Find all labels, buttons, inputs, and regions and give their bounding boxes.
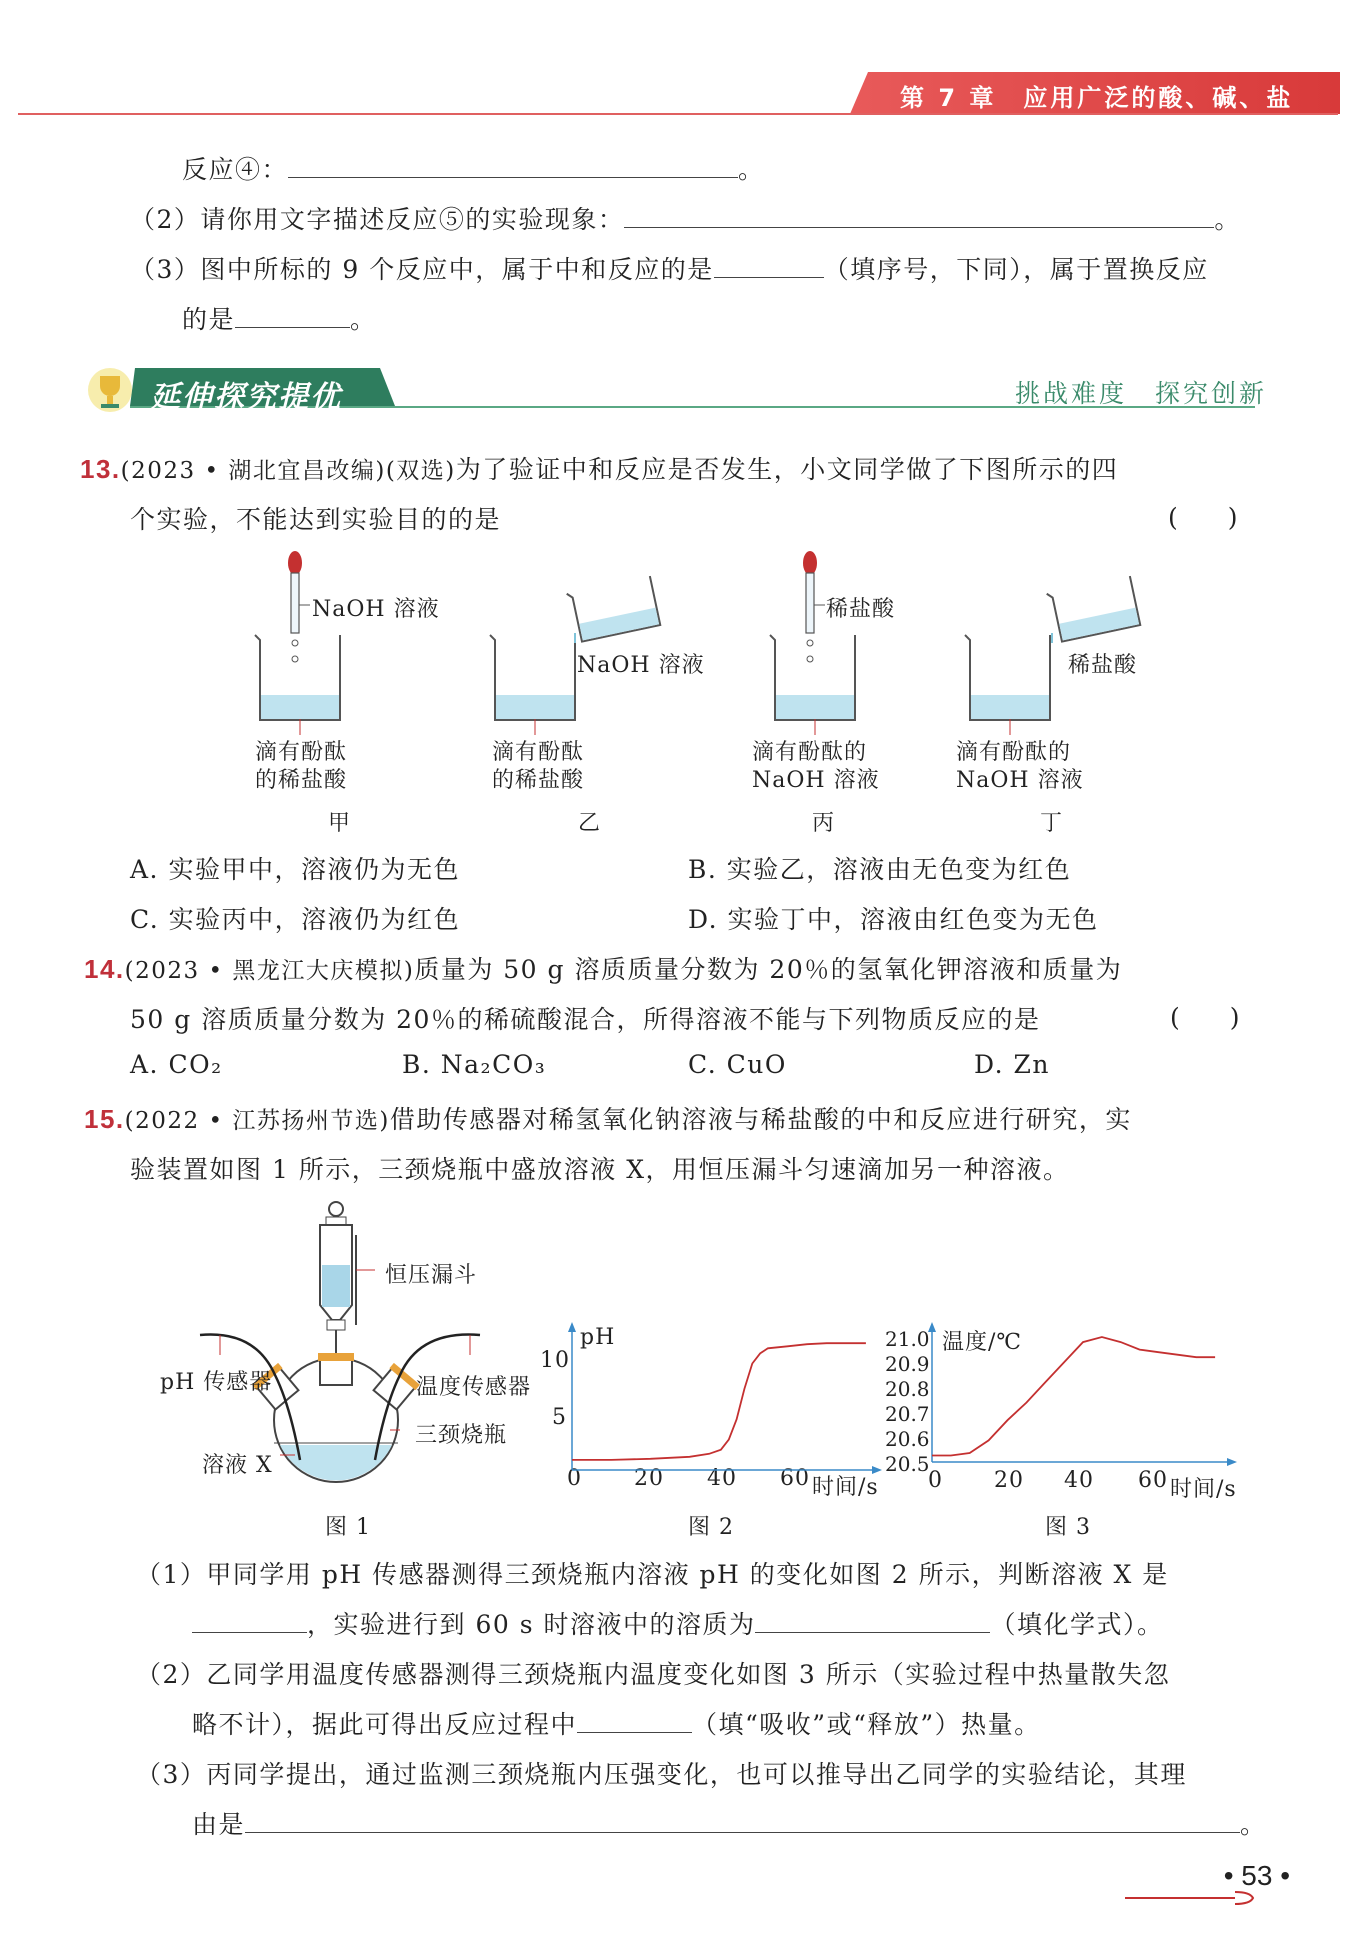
fig-ding-bottom2: NaOH 溶液 xyxy=(956,768,1084,793)
fig3-ytick-20.9: 20.9 xyxy=(885,1352,930,1376)
answer-blank[interactable] xyxy=(577,1710,692,1733)
answer-blank[interactable] xyxy=(755,1610,990,1633)
question-text: 借助传感器对稀氢氧化钠溶液与稀盐酸的中和反应进行研究，实 xyxy=(389,1105,1132,1134)
fig-ding-reagent: 稀盐酸 xyxy=(1068,653,1138,678)
fig3-xunit: 时间/s xyxy=(1170,1477,1237,1502)
fig2-ytick-10: 10 xyxy=(540,1348,570,1373)
fig3-xtick-0: 0 xyxy=(928,1468,943,1493)
question-text: ，实验进行到 60 s 时溶液中的溶质为 xyxy=(307,1610,756,1639)
ph-series-line xyxy=(572,1343,866,1460)
answer-paren[interactable]: ( ) xyxy=(1170,1003,1240,1032)
temp-sensor-label: 温度传感器 xyxy=(416,1375,532,1400)
fig-ding-bottom1: 滴有酚酞的 xyxy=(956,740,1072,765)
fig3-xtick-60: 60 xyxy=(1138,1468,1168,1493)
q15-sub1-line2 xyxy=(192,1605,1164,1641)
reaction-4-label: 反应④： xyxy=(182,155,289,184)
fig2-xtick-60: 60 xyxy=(780,1466,810,1491)
question-text: 略不计），据此可得出反应过程中 xyxy=(192,1710,578,1739)
reaction-4-line xyxy=(182,150,765,186)
fig3-ytick-20.7: 20.7 xyxy=(885,1402,930,1426)
section-subtitle: 挑战难度 探究创新 xyxy=(1015,379,1268,408)
liquid xyxy=(971,695,1049,719)
question-source: (2022 • 江苏扬州节选) xyxy=(124,1108,390,1134)
fig3-xtick-40: 40 xyxy=(1064,1468,1094,1493)
q15-sub3-line2 xyxy=(192,1805,1267,1841)
q14-option-b[interactable]: B. Na₂CO₃ xyxy=(402,1050,547,1079)
fig-bing-reagent: 稀盐酸 xyxy=(826,597,896,622)
fig-jia-bottom2: 的稀盐酸 xyxy=(255,768,348,793)
question-text: （2）请你用文字描述反应⑤的实验现象： xyxy=(130,205,625,234)
fig-yi-bottom2: 的稀盐酸 xyxy=(492,768,585,793)
answer-blank[interactable] xyxy=(245,1810,1240,1833)
period: 。 xyxy=(350,305,377,334)
answer-blank[interactable] xyxy=(288,155,738,178)
question-text: 由是 xyxy=(192,1810,246,1839)
fig3-ylabel: 温度/℃ xyxy=(942,1330,1023,1355)
page-number-underline xyxy=(1125,1888,1265,1908)
q13-line1 xyxy=(80,450,1118,486)
q14-line2: 50 g 溶质质量分数为 20％的稀硫酸混合，所得溶液不能与下列物质反应的是 xyxy=(130,1005,1041,1034)
section-title: 延伸探究提优 xyxy=(150,380,342,415)
question-number: 15. xyxy=(84,1104,125,1134)
q14-option-d[interactable]: D. Zn xyxy=(974,1050,1051,1079)
fig3-ytick-20.6: 20.6 xyxy=(885,1427,930,1451)
period: 。 xyxy=(738,155,765,184)
dropper-bulb xyxy=(288,551,302,575)
q13-option-c[interactable]: C. 实验丙中，溶液仍为红色 xyxy=(130,905,461,934)
question-text: 的是 xyxy=(182,305,236,334)
q14-line1 xyxy=(84,950,1122,986)
answer-blank[interactable] xyxy=(192,1610,307,1633)
question-text: 质量为 50 g 溶质质量分数为 20％的氢氧化钾溶液和质量为 xyxy=(414,955,1123,984)
fig2-xunit: 时间/s xyxy=(812,1475,879,1500)
q14-option-c[interactable]: C. CuO xyxy=(688,1050,787,1079)
flask-label: 三颈烧瓶 xyxy=(415,1423,508,1448)
fig2-chart xyxy=(560,1320,890,1480)
fig1-caption: 图 1 xyxy=(325,1515,371,1540)
q15-sub3-line1: （3）丙同学提出，通过监测三颈烧瓶内压强变化，也可以推导出乙同学的实验结论，其理 xyxy=(136,1760,1187,1789)
q15-sub2-line1: （2）乙同学用温度传感器测得三颈烧瓶内温度变化如图 3 所示（实验过程中热量散失忽 xyxy=(136,1660,1171,1689)
dropper-tube xyxy=(806,573,814,633)
period: 。 xyxy=(1240,1810,1267,1839)
fig2-ytick-5: 5 xyxy=(552,1405,567,1430)
q15-sub1-line1: （1）甲同学用 pH 传感器测得三颈烧瓶内溶液 pH 的变化如图 2 所示，判断溶液 X 是 xyxy=(136,1560,1169,1589)
question-number: 14. xyxy=(84,954,125,984)
question-text: （3）图中所标的 9 个反应中，属于中和反应的是 xyxy=(130,255,714,284)
question-text: （填序号，下同），属于置换反应 xyxy=(823,255,1209,284)
liquid xyxy=(776,695,854,719)
q13-option-d[interactable]: D. 实验丁中，溶液由红色变为无色 xyxy=(688,905,1099,934)
fig2-ylabel: pH xyxy=(580,1325,616,1350)
fig3-ytick-21.0: 21.0 xyxy=(885,1327,930,1351)
header-rule xyxy=(18,113,1338,115)
question-text: （填化学式）。 xyxy=(990,1610,1164,1639)
fig-bing-label: 丙 xyxy=(812,811,836,836)
funnel-label: 恒压漏斗 xyxy=(385,1263,478,1288)
solution-label: 溶液 X xyxy=(202,1453,273,1478)
question-12-3 xyxy=(130,250,1209,286)
figure-bing xyxy=(770,551,855,735)
question-source: (2023 • 黑龙江大庆模拟) xyxy=(124,958,415,984)
fig3-caption: 图 3 xyxy=(1045,1515,1091,1540)
fig2-caption: 图 2 xyxy=(688,1515,734,1540)
fig-bing-bottom2: NaOH 溶液 xyxy=(752,768,880,793)
trophy-icon xyxy=(100,376,120,396)
fig2-xtick-40: 40 xyxy=(707,1466,737,1491)
question-text: （填“吸收”或“释放”）热量。 xyxy=(692,1710,1041,1739)
liquid xyxy=(496,695,574,719)
question-12-2 xyxy=(130,200,1241,236)
page-number: • 53 • xyxy=(1223,1860,1290,1891)
question-12-3-cont xyxy=(182,300,377,336)
q15-line2: 验装置如图 1 所示，三颈烧瓶中盛放溶液 X，用恒压漏斗匀速滴加另一种溶液。 xyxy=(130,1155,1070,1184)
dropper-bulb xyxy=(803,551,817,575)
fig-jia-label: 甲 xyxy=(328,811,352,836)
ph-sensor-label: pH 传感器 xyxy=(160,1370,273,1395)
period: 。 xyxy=(1214,205,1241,234)
funnel-stopper xyxy=(329,1202,343,1216)
fig-jia-reagent: NaOH 溶液 xyxy=(312,597,440,622)
temperature-series-line xyxy=(932,1337,1215,1456)
fig2-xtick-20: 20 xyxy=(634,1466,664,1491)
q14-option-a[interactable]: A. CO₂ xyxy=(130,1050,223,1079)
question-source: (2023 • 湖北宜昌改编)(双选) xyxy=(120,458,456,484)
fig-yi-reagent: NaOH 溶液 xyxy=(577,653,705,678)
answer-paren[interactable]: ( ) xyxy=(1168,503,1238,532)
answer-blank[interactable] xyxy=(624,205,1214,228)
q15-line1 xyxy=(84,1100,1132,1136)
q15-sub2-line2 xyxy=(192,1705,1041,1741)
question-number: 13. xyxy=(80,454,121,484)
fig-ding-label: 丁 xyxy=(1040,811,1064,836)
fig-jia-bottom1: 滴有酚酞 xyxy=(255,740,348,765)
fig3-ytick-20.5: 20.5 xyxy=(885,1452,930,1476)
fig3-chart xyxy=(920,1320,1250,1480)
q13-option-a[interactable]: A. 实验甲中，溶液仍为无色 xyxy=(130,855,460,884)
figure-jia xyxy=(255,551,340,735)
question-text: 为了验证中和反应是否发生，小文同学做了下图所示的四 xyxy=(455,455,1119,484)
fig3-xtick-20: 20 xyxy=(994,1468,1024,1493)
answer-blank[interactable] xyxy=(235,305,350,328)
fig-yi-bottom1: 滴有酚酞 xyxy=(492,740,585,765)
liquid xyxy=(261,695,339,719)
fig-bing-bottom1: 滴有酚酞的 xyxy=(752,740,868,765)
chapter-title: 第 7 章 应用广泛的酸、碱、盐 xyxy=(900,84,1294,112)
dropper-tube xyxy=(291,573,299,633)
fig-yi-label: 乙 xyxy=(578,811,602,836)
answer-blank[interactable] xyxy=(714,255,824,278)
fig3-ytick-20.8: 20.8 xyxy=(885,1377,930,1401)
fig2-xtick-0: 0 xyxy=(567,1466,582,1491)
q13-line2: 个实验，不能达到实验目的的是 xyxy=(130,505,502,534)
q13-option-b[interactable]: B. 实验乙，溶液由无色变为红色 xyxy=(688,855,1072,884)
